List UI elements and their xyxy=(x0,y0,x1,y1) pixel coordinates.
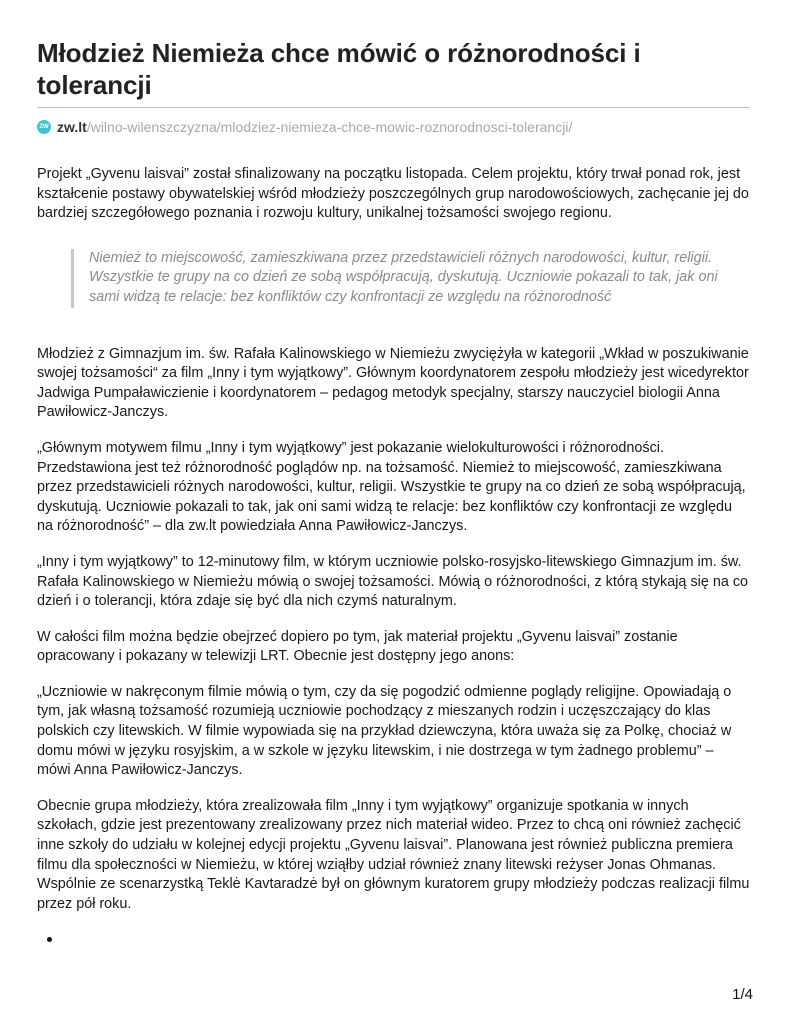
body-paragraph: Młodzież z Gimnazjum im. św. Rafała Kalinowskiego w Niemieżu zwyciężyła w kategorii „Wkład w poszukiwanie swojej tożsamości“ za film „Inny i tym wyjątkowy”. Głównym koordynatorem zespołu młodzieży jest wicedyrektor Jadwiga Pumpaławiczienie i koordynatorem – pedagog metodyk specjalny, starszy nauczyciel biologii Anna Pawiłowicz-Janczys. xyxy=(37,345,749,421)
page-title: Młodzież Niemieża chce mówić o różnorodności i tolerancji xyxy=(37,38,641,100)
body-paragraph: W całości film można będzie obejrzeć dopiero po tym, jak materiał projektu „Gyvenu laisvai” zostanie opracowany i pokazany w telewizji LRT. Obecnie jest dostępny jego anons: xyxy=(37,628,678,665)
body-paragraph: Obecnie grupa młodzieży, która zrealizowała film „Inny i tym wyjątkowy” organizuje spotkania w innych szkołach, gdzie jest prezentowany zrealizowany przez nich materiał wideo. Przez to chcą oni również zachęcić inne szkoły do udziału w kolejnej edycji projektu „Gyvenu laisvai”. Planowana jest również publiczna premiera filmu dla społeczności w Niemieżu, w której wziąłby udział również znany litewski reżyser Jonas Ohmanas. Wspólnie ze scenarzystką Teklė Kavtaradzė był on głównym kuratorem grupy młodzieży podczas realizacji filmu przez pół roku. xyxy=(37,797,750,912)
body-paragraph: „Uczniowie w nakręconym filmie mówią o tym, czy da się pogodzić odmienne poglądy religijne. Opowiadają o tym, jak własną tożsamość rozumieją uczniowie pochodzący z mieszanych rodzin i uczęszczający do klas polskich czy litewskich. W filmie wypowiada się na przykład dziewczyna, która uważa się za Polkę, chociaż w domu mówi w języku rosyjskim, a w szkole w języku litewskim, i nie dostrzega w tym żadnego problemu” – mówi Anna Pawiłowicz-Janczys. xyxy=(37,683,732,779)
source-path-link[interactable]: /wilno-wilenszczyzna/mlodziez-niemieza-chce-mowic-roznorodnosci-tolerancji/ xyxy=(86,119,573,135)
article xyxy=(37,0,750,950)
source-line xyxy=(37,117,750,137)
body-paragraph: „Głównym motywem filmu „Inny i tym wyjątkowy” jest pokazanie wielokulturowości i różnorodności. Przedstawiona jest też różnorodność poglądów np. na tożsamość. Niemież to miejscowość, zamieszkiwana przez przedstawicieli różnych narodowości, kultur, religii. Wszystkie te grupy na co dzień ze sobą współpracują, dyskutują. Uczniowie pokazali to tak, jak oni sami widzą te relacje: bez konfliktów czy konfrontacji ze względu na różnorodność” – dla zw.lt powiedziała Anna Pawiłowicz-Janczys. xyxy=(37,439,746,535)
page-number: 1/4 xyxy=(732,986,753,1003)
empty-bullet-list xyxy=(37,930,750,950)
title-divider xyxy=(37,107,750,108)
site-logo-icon: ZW xyxy=(37,120,51,134)
bullet-icon xyxy=(47,937,52,942)
list-item xyxy=(47,930,750,950)
body-paragraph: „Inny i tym wyjątkowy” to 12-minutowy film, w którym uczniowie polsko-rosyjsko-litewskiego Gimnazjum im. św. Rafała Kalinowskiego w Niemieżu mówią o swojej tożsamości. Mówią o różnorodności, z którą stykają się na co dzień i o tolerancji, która zdaje się być dla nich czymś naturalnym. xyxy=(37,553,749,610)
intro-paragraph: Projekt „Gyvenu laisvai” został sfinalizowany na początku listopada. Celem projektu, który trwał ponad rok, jest kształcenie postawy obywatelskiej wśród młodzieży poszczególnych grup narodowościowych, zachęcanie jej do bardziej szczegółowego poznania i rozwoju kultury, unikalnej tożsamości swojego regionu. xyxy=(37,166,749,222)
pull-quote: Niemież to miejscowość, zamieszkiwana przez przedstawicieli różnych narodowości, kultur, religii. Wszystkie te grupy na co dzień ze sobą współpracują, dyskutują. Uczniowie pokazali to tak, jak oni sami widzą te relacje: bez konfliktów czy konfrontacji ze względu na różnorodność xyxy=(71,249,719,308)
source-domain-link[interactable]: zw.lt xyxy=(57,119,87,135)
